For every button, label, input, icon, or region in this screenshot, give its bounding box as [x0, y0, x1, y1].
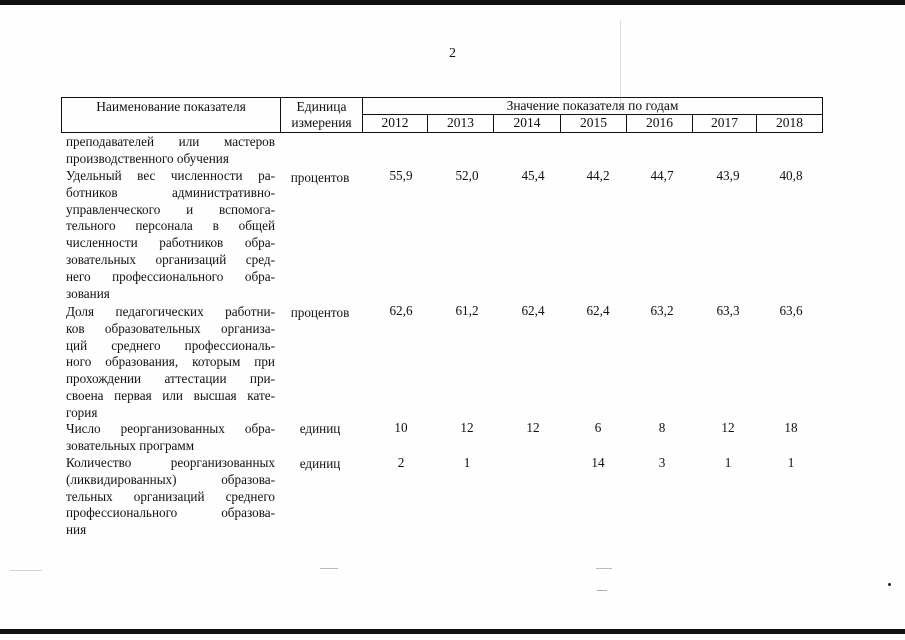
indicator-line: (ликвидированных) образова- [66, 471, 275, 487]
value-cell: 62,4 [521, 303, 545, 318]
indicator-line: ков образовательных организа- [66, 320, 275, 336]
value-cell: 1 [787, 455, 795, 470]
value-cell: 14 [591, 455, 605, 470]
value-cell: 45,4 [521, 168, 545, 183]
indicator-line: преподавателей или мастеров [66, 134, 275, 149]
value-cell: 12 [721, 420, 735, 435]
value-cell: 63,6 [779, 303, 803, 318]
bottom-border-rule [0, 629, 905, 634]
indicator-line: зовательных программ [66, 437, 195, 453]
value-cell: 40,8 [779, 168, 803, 183]
indicator-line: ния [66, 522, 87, 538]
indicator-line: зования [66, 285, 110, 301]
indicator-line: ций среднего профессиональ- [66, 337, 275, 353]
value-cell: 44,2 [586, 168, 610, 183]
value-cell: 62,6 [389, 303, 413, 318]
scan-artefact-mark [597, 590, 607, 591]
header-values-by-year: Значение показателя по годам [363, 98, 822, 115]
indicator-line: гория [66, 404, 98, 420]
scan-artefact-mark [10, 570, 42, 571]
indicator-name [66, 455, 275, 539]
indicator-line: численности работников обра- [66, 235, 275, 251]
value-cell: 1 [724, 455, 732, 470]
header-year: 2013 [428, 115, 494, 132]
unit-cell: процентов [290, 170, 350, 185]
value-cell: 63,2 [650, 303, 674, 318]
indicator-name [66, 304, 275, 422]
indicator-line: Удельный вес численности ра- [66, 168, 275, 183]
header-year: 2014 [494, 115, 561, 132]
indicator-line: управленческого и вспомога- [66, 201, 275, 217]
header-unit [281, 98, 363, 132]
scan-artefact-line [620, 20, 621, 110]
value-cell: 8 [658, 420, 666, 435]
indicator-line: Доля педагогических работни- [66, 304, 275, 319]
value-cell: 52,0 [455, 168, 479, 183]
value-cell: 6 [594, 420, 602, 435]
header-unit-line-1: Единица [296, 99, 347, 114]
value-cell: 2 [397, 455, 405, 470]
indicator-line: тельного персонала в общей [66, 218, 275, 234]
value-cell: 44,7 [650, 168, 674, 183]
indicator-line: профессионального образова- [66, 505, 275, 521]
scan-artefact-mark [320, 568, 338, 569]
scan-artefact-mark [596, 568, 612, 569]
header-year: 2018 [776, 115, 803, 130]
indicator-line: производственного обучения [66, 150, 229, 166]
indicator-name [66, 168, 275, 302]
indicator-name [66, 421, 275, 455]
value-cell: 10 [394, 420, 408, 435]
value-cell: 61,2 [455, 303, 479, 318]
indicator-line: прохождении аттестации при- [66, 371, 275, 387]
header-unit-line-2: измерения [291, 115, 352, 130]
indicator-line: него профессионального обра- [66, 268, 275, 284]
header-year: 2017 [693, 115, 757, 132]
indicator-line: ботников административно- [66, 184, 275, 200]
header-year: 2012 [363, 115, 428, 132]
unit-cell: единиц [299, 456, 341, 471]
indicator-line: своена первая или высшая кате- [66, 387, 275, 403]
value-cell: 62,4 [586, 303, 610, 318]
top-border-rule [0, 0, 905, 5]
page-number: 2 [449, 46, 456, 61]
indicator-line: Количество реорганизованных [66, 455, 275, 470]
table-header [61, 97, 823, 133]
header-year: 2016 [627, 115, 693, 132]
value-cell: 12 [460, 420, 474, 435]
value-cell: 1 [463, 455, 471, 470]
indicator-name [66, 134, 275, 168]
value-cell: 43,9 [716, 168, 740, 183]
value-cell: 12 [526, 420, 540, 435]
value-cell: 18 [784, 420, 798, 435]
indicator-line: зовательных организаций сред- [66, 251, 275, 267]
unit-cell: процентов [290, 305, 350, 320]
indicator-line: Число реорганизованных обра- [66, 421, 275, 436]
indicator-line: тельных организаций среднего [66, 488, 275, 504]
value-cell: 55,9 [389, 168, 413, 183]
scan-artefact-dot [888, 583, 891, 586]
header-indicator-name: Наименование показателя [62, 98, 281, 132]
unit-cell: единиц [299, 421, 341, 436]
value-cell: 3 [658, 455, 666, 470]
value-cell: 63,3 [716, 303, 740, 318]
indicator-line: ного образования, которым при [66, 354, 275, 370]
header-year: 2015 [561, 115, 627, 132]
